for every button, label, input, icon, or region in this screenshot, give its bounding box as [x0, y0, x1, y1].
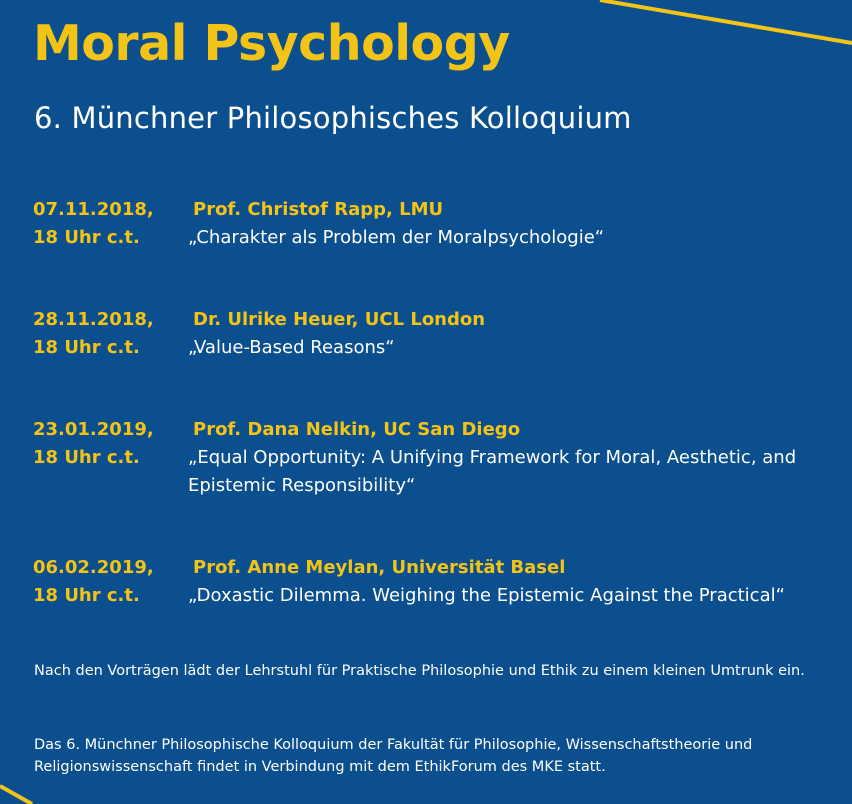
event-item	[33, 554, 833, 610]
event-time: 18 Uhr c.t.	[33, 585, 140, 606]
event-header-row	[33, 306, 833, 334]
event-item	[33, 196, 833, 252]
event-speaker: Dr. Ulrike Heuer, UCL London	[193, 309, 486, 330]
organizer-note: Das 6. Münchner Philosophische Kolloquium der Fakultät für Philosophie, Wissenschaftstheorie und Religionswissenschaft findet in Verbindung mit dem EthikForum des MKE statt.	[34, 737, 753, 775]
event-detail-row	[33, 444, 833, 500]
event-item	[33, 416, 833, 500]
event-detail-row	[33, 224, 833, 252]
event-header-row	[33, 554, 833, 582]
event-date: 06.02.2019,	[33, 557, 154, 578]
event-date: 07.11.2018,	[33, 199, 154, 220]
event-header-row	[33, 196, 833, 224]
event-time: 18 Uhr c.t.	[33, 337, 140, 358]
event-speaker: Prof. Christof Rapp, LMU	[193, 199, 444, 220]
bottom-left-accent-line	[0, 786, 32, 804]
event-speaker: Prof. Anne Meylan, Universität Basel	[193, 557, 566, 578]
event-header-row	[33, 416, 833, 444]
event-time: 18 Uhr c.t.	[33, 227, 140, 248]
event-time: 18 Uhr c.t.	[33, 447, 140, 468]
poster-title: Moral Psychology	[33, 15, 510, 72]
event-item	[33, 306, 833, 362]
poster-subtitle: 6. Münchner Philosophisches Kolloquium	[34, 101, 632, 135]
event-speaker: Prof. Dana Nelkin, UC San Diego	[193, 419, 521, 440]
event-detail-row	[33, 334, 833, 362]
reception-note: Nach den Vorträgen lädt der Lehrstuhl für Praktische Philosophie und Ethik zu einem kleinen Umtrunk ein.	[34, 663, 805, 679]
event-date: 23.01.2019,	[33, 419, 154, 440]
event-talk-title: „Value-Based Reasons“	[188, 337, 395, 358]
event-detail-row	[33, 582, 833, 610]
event-date: 28.11.2018,	[33, 309, 154, 330]
event-talk-title: „Charakter als Problem der Moralpsychologie“	[188, 227, 605, 248]
event-talk-title: „Doxastic Dilemma. Weighing the Epistemic Against the Practical“	[188, 585, 785, 606]
top-right-accent-line	[600, 0, 852, 43]
event-talk-title: „Equal Opportunity: A Unifying Framework for Moral, Aesthetic, and Epistemic Responsibility“	[188, 447, 797, 496]
